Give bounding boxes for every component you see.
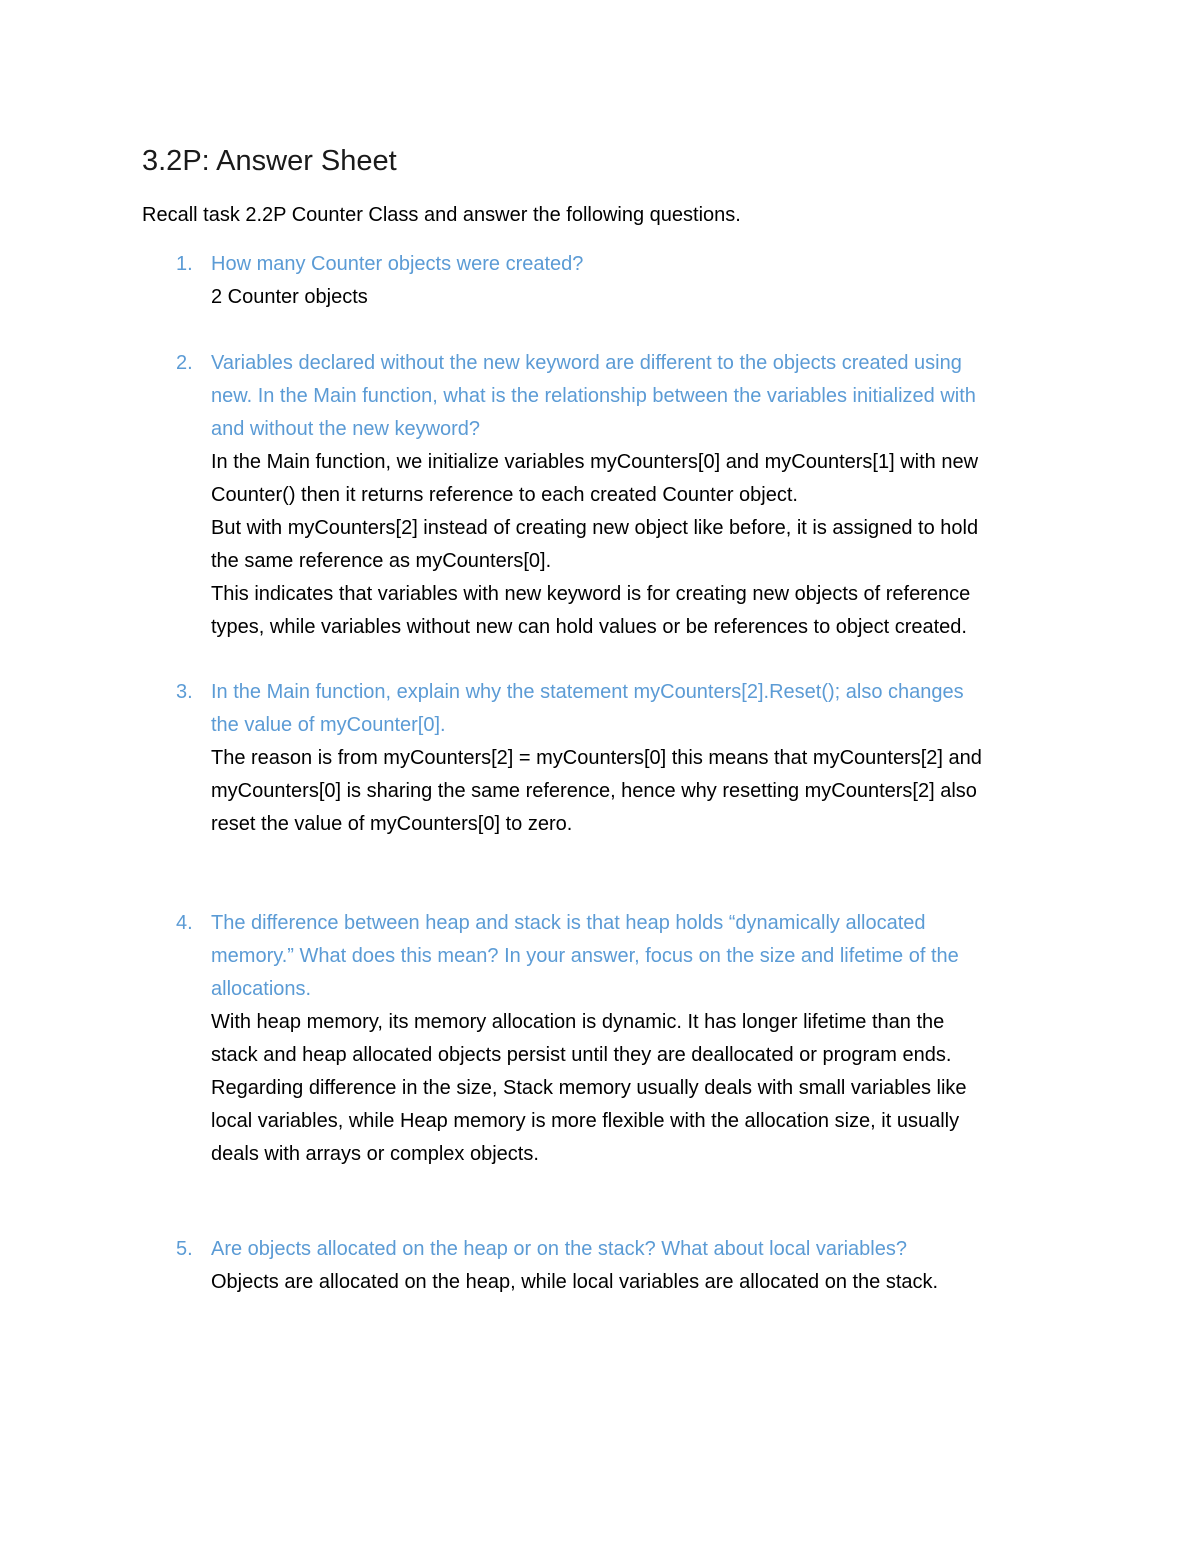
question-line: memory.” What does this mean? In your answer, focus on the size and lifetime of the <box>211 945 959 967</box>
answer-line: stack and heap allocated objects persist until they are deallocated or program ends. <box>211 1044 952 1066</box>
question-line: Variables declared without the new keyword are different to the objects created using <box>211 352 962 374</box>
answer-line: Counter() then it returns reference to each created Counter object. <box>211 484 798 506</box>
question-line: allocations. <box>211 978 312 1000</box>
answer-line: the same reference as myCounters[0]. <box>211 550 552 572</box>
answer-line: Objects are allocated on the heap, while local variables are allocated on the stack. <box>211 1271 939 1293</box>
question-line: the value of myCounter[0]. <box>211 714 446 736</box>
question-number: 5. <box>176 1238 193 1260</box>
question-line: The difference between heap and stack is that heap holds “dynamically allocated <box>211 912 926 934</box>
question-line: In the Main function, explain why the statement myCounters[2].Reset(); also changes <box>211 681 964 703</box>
answer-line: This indicates that variables with new keyword is for creating new objects of reference <box>211 583 971 605</box>
question-line: new. In the Main function, what is the relationship between the variables initialized with <box>211 385 976 407</box>
question-number: 1. <box>176 253 193 275</box>
question-line: and without the new keyword? <box>211 418 481 440</box>
answer-line: The reason is from myCounters[2] = myCounters[0] this means that myCounters[2] and <box>211 747 982 769</box>
question-content <box>211 248 1071 314</box>
question-number: 2. <box>176 352 193 374</box>
question-content <box>211 676 1071 841</box>
question-content <box>211 907 1071 1171</box>
answer-line: But with myCounters[2] instead of creating new object like before, it is assigned to hold <box>211 517 979 539</box>
answer-line: In the Main function, we initialize variables myCounters[0] and myCounters[1] with new <box>211 451 979 473</box>
answer-line: With heap memory, its memory allocation is dynamic. It has longer lifetime than the <box>211 1011 945 1033</box>
question-line: How many Counter objects were created? <box>211 253 584 275</box>
answer-line: deals with arrays or complex objects. <box>211 1143 539 1165</box>
question-number: 4. <box>176 912 193 934</box>
answer-line: reset the value of myCounters[0] to zero. <box>211 813 573 835</box>
intro-text: Recall task 2.2P Counter Class and answer the following questions. <box>142 204 741 226</box>
question-number: 3. <box>176 681 193 703</box>
answer-line: 2 Counter objects <box>211 286 368 308</box>
answer-line: types, while variables without new can hold values or be references to object created. <box>211 616 967 638</box>
question-content <box>211 347 1071 644</box>
answer-line: Regarding difference in the size, Stack memory usually deals with small variables like <box>211 1077 967 1099</box>
page-title: 3.2P: Answer Sheet <box>142 145 397 177</box>
answer-line: myCounters[0] is sharing the same reference, hence why resetting myCounters[2] also <box>211 780 977 802</box>
question-content <box>211 1233 1071 1299</box>
answer-line: local variables, while Heap memory is more flexible with the allocation size, it usually <box>211 1110 960 1132</box>
question-line: Are objects allocated on the heap or on the stack? What about local variables? <box>211 1238 907 1260</box>
